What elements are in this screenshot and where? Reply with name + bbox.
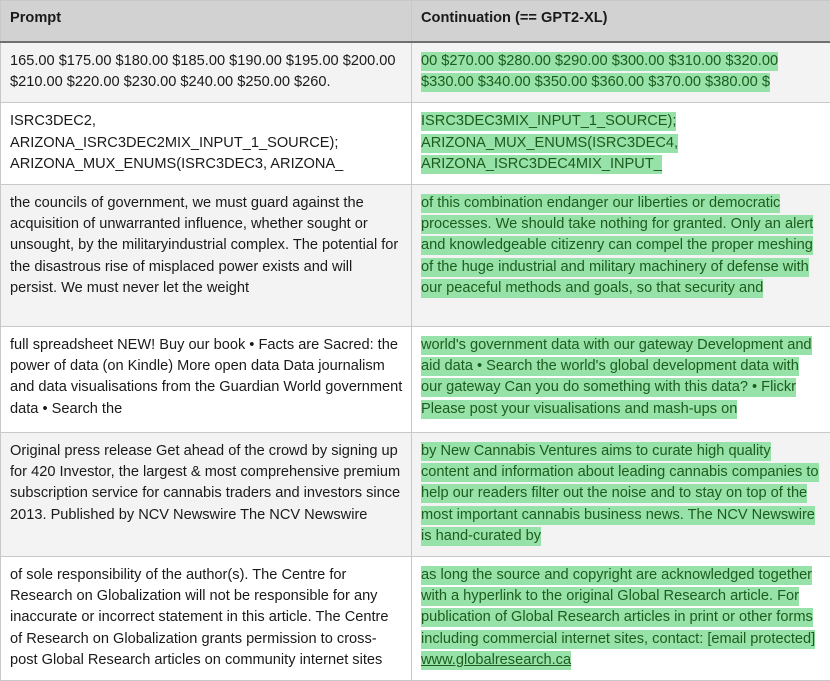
continuation-cell <box>412 103 830 185</box>
header-row <box>1 1 830 43</box>
continuation-text: ISRC3DEC3MIX_INPUT_1_SOURCE); ARIZONA_MUX_ENUMS(ISRC3DEC4, ARIZONA_ISRC3DEC4MIX_INPUT_ <box>421 112 678 173</box>
table-row <box>1 557 830 681</box>
prompt-cell <box>1 557 412 681</box>
table-row <box>1 327 830 433</box>
continuation-cell <box>412 185 830 327</box>
table-row <box>1 433 830 557</box>
prompt-cell <box>1 42 412 103</box>
continuation-text <box>421 566 815 670</box>
table-row <box>1 103 830 185</box>
prompt-text: of sole responsibility of the author(s). The Centre for Research on Globalization will not be responsible for any inaccurate or incorrect statement in this article. The Centre of Research on Globalization grants permission to cross-post Global Research articles on community internet sites <box>10 567 389 668</box>
continuation-text: 00 $270.00 $280.00 $290.00 $300.00 $310.00 $320.00 $330.00 $340.00 $350.00 $360.00 $370.00 $380.00 $ <box>421 52 778 92</box>
prompt-cell <box>1 433 412 557</box>
prompt-text: Original press release Get ahead of the crowd by signing up for 420 Investor, the largest & most comprehensive premium subscription service for cannabis traders and investors since 2013. Published by NCV Newswire The NCV Newswire <box>10 443 400 523</box>
continuation-text: of this combination endanger our liberties or democratic processes. We should take nothing for granted. Only an alert and knowledgeable citizenry can compel the proper meshing of the huge industrial and military machinery of defense with our peaceful methods and goals, so that security and <box>421 194 813 298</box>
header-prompt: Prompt <box>1 1 412 43</box>
prompt-cell <box>1 185 412 327</box>
continuation-cell <box>412 433 830 557</box>
prompt-text: ISRC3DEC2, ARIZONA_ISRC3DEC2MIX_INPUT_1_SOURCE); ARIZONA_MUX_ENUMS(ISRC3DEC3, ARIZONA_ <box>10 113 343 171</box>
prompt-text: the councils of government, we must guard against the acquisition of unwarranted influence, whether sought or unsought, by the militaryindustrial complex. The potential for the disastrous rise of misplaced power exists and will persist. We must never let the weight <box>10 195 398 296</box>
prompt-text: full spreadsheet NEW! Buy our book • Facts are Sacred: the power of data (on Kindle) More open data Data journalism and data visualisations from the Guardian World government data • Search the <box>10 337 402 417</box>
prompt-cell <box>1 103 412 185</box>
continuation-cell <box>412 42 830 103</box>
continuation-text: by New Cannabis Ventures aims to curate high quality content and information about leading cannabis companies to help our readers filter out the noise and to stay on top of the most important cannabis business news. The NCV Newswire is hand-curated by <box>421 442 819 546</box>
continuation-cell <box>412 557 830 681</box>
continuation-cell <box>412 327 830 433</box>
globalresearch-link[interactable]: www.globalresearch.ca <box>421 652 571 668</box>
continuation-text: world's government data with our gateway Development and aid data • Search the world's global development data with our gateway Can you do something with this data? • Flickr Please post your visualisations and mash-ups on <box>421 336 812 419</box>
table-row <box>1 185 830 327</box>
prompt-cell <box>1 327 412 433</box>
header-continuation: Continuation (== GPT2-XL) <box>412 1 830 43</box>
table-row <box>1 42 830 103</box>
prompt-text: 165.00 $175.00 $180.00 $185.00 $190.00 $195.00 $200.00 $210.00 $220.00 $230.00 $240.00 $250.00 $260. <box>10 53 395 90</box>
continuation-body: as long the source and copyright are acknowledged together with a hyperlink to the original Global Research article. For publication of Global Research articles in print or other forms including commercial internet sites, contact: [email protected] <box>421 567 815 647</box>
